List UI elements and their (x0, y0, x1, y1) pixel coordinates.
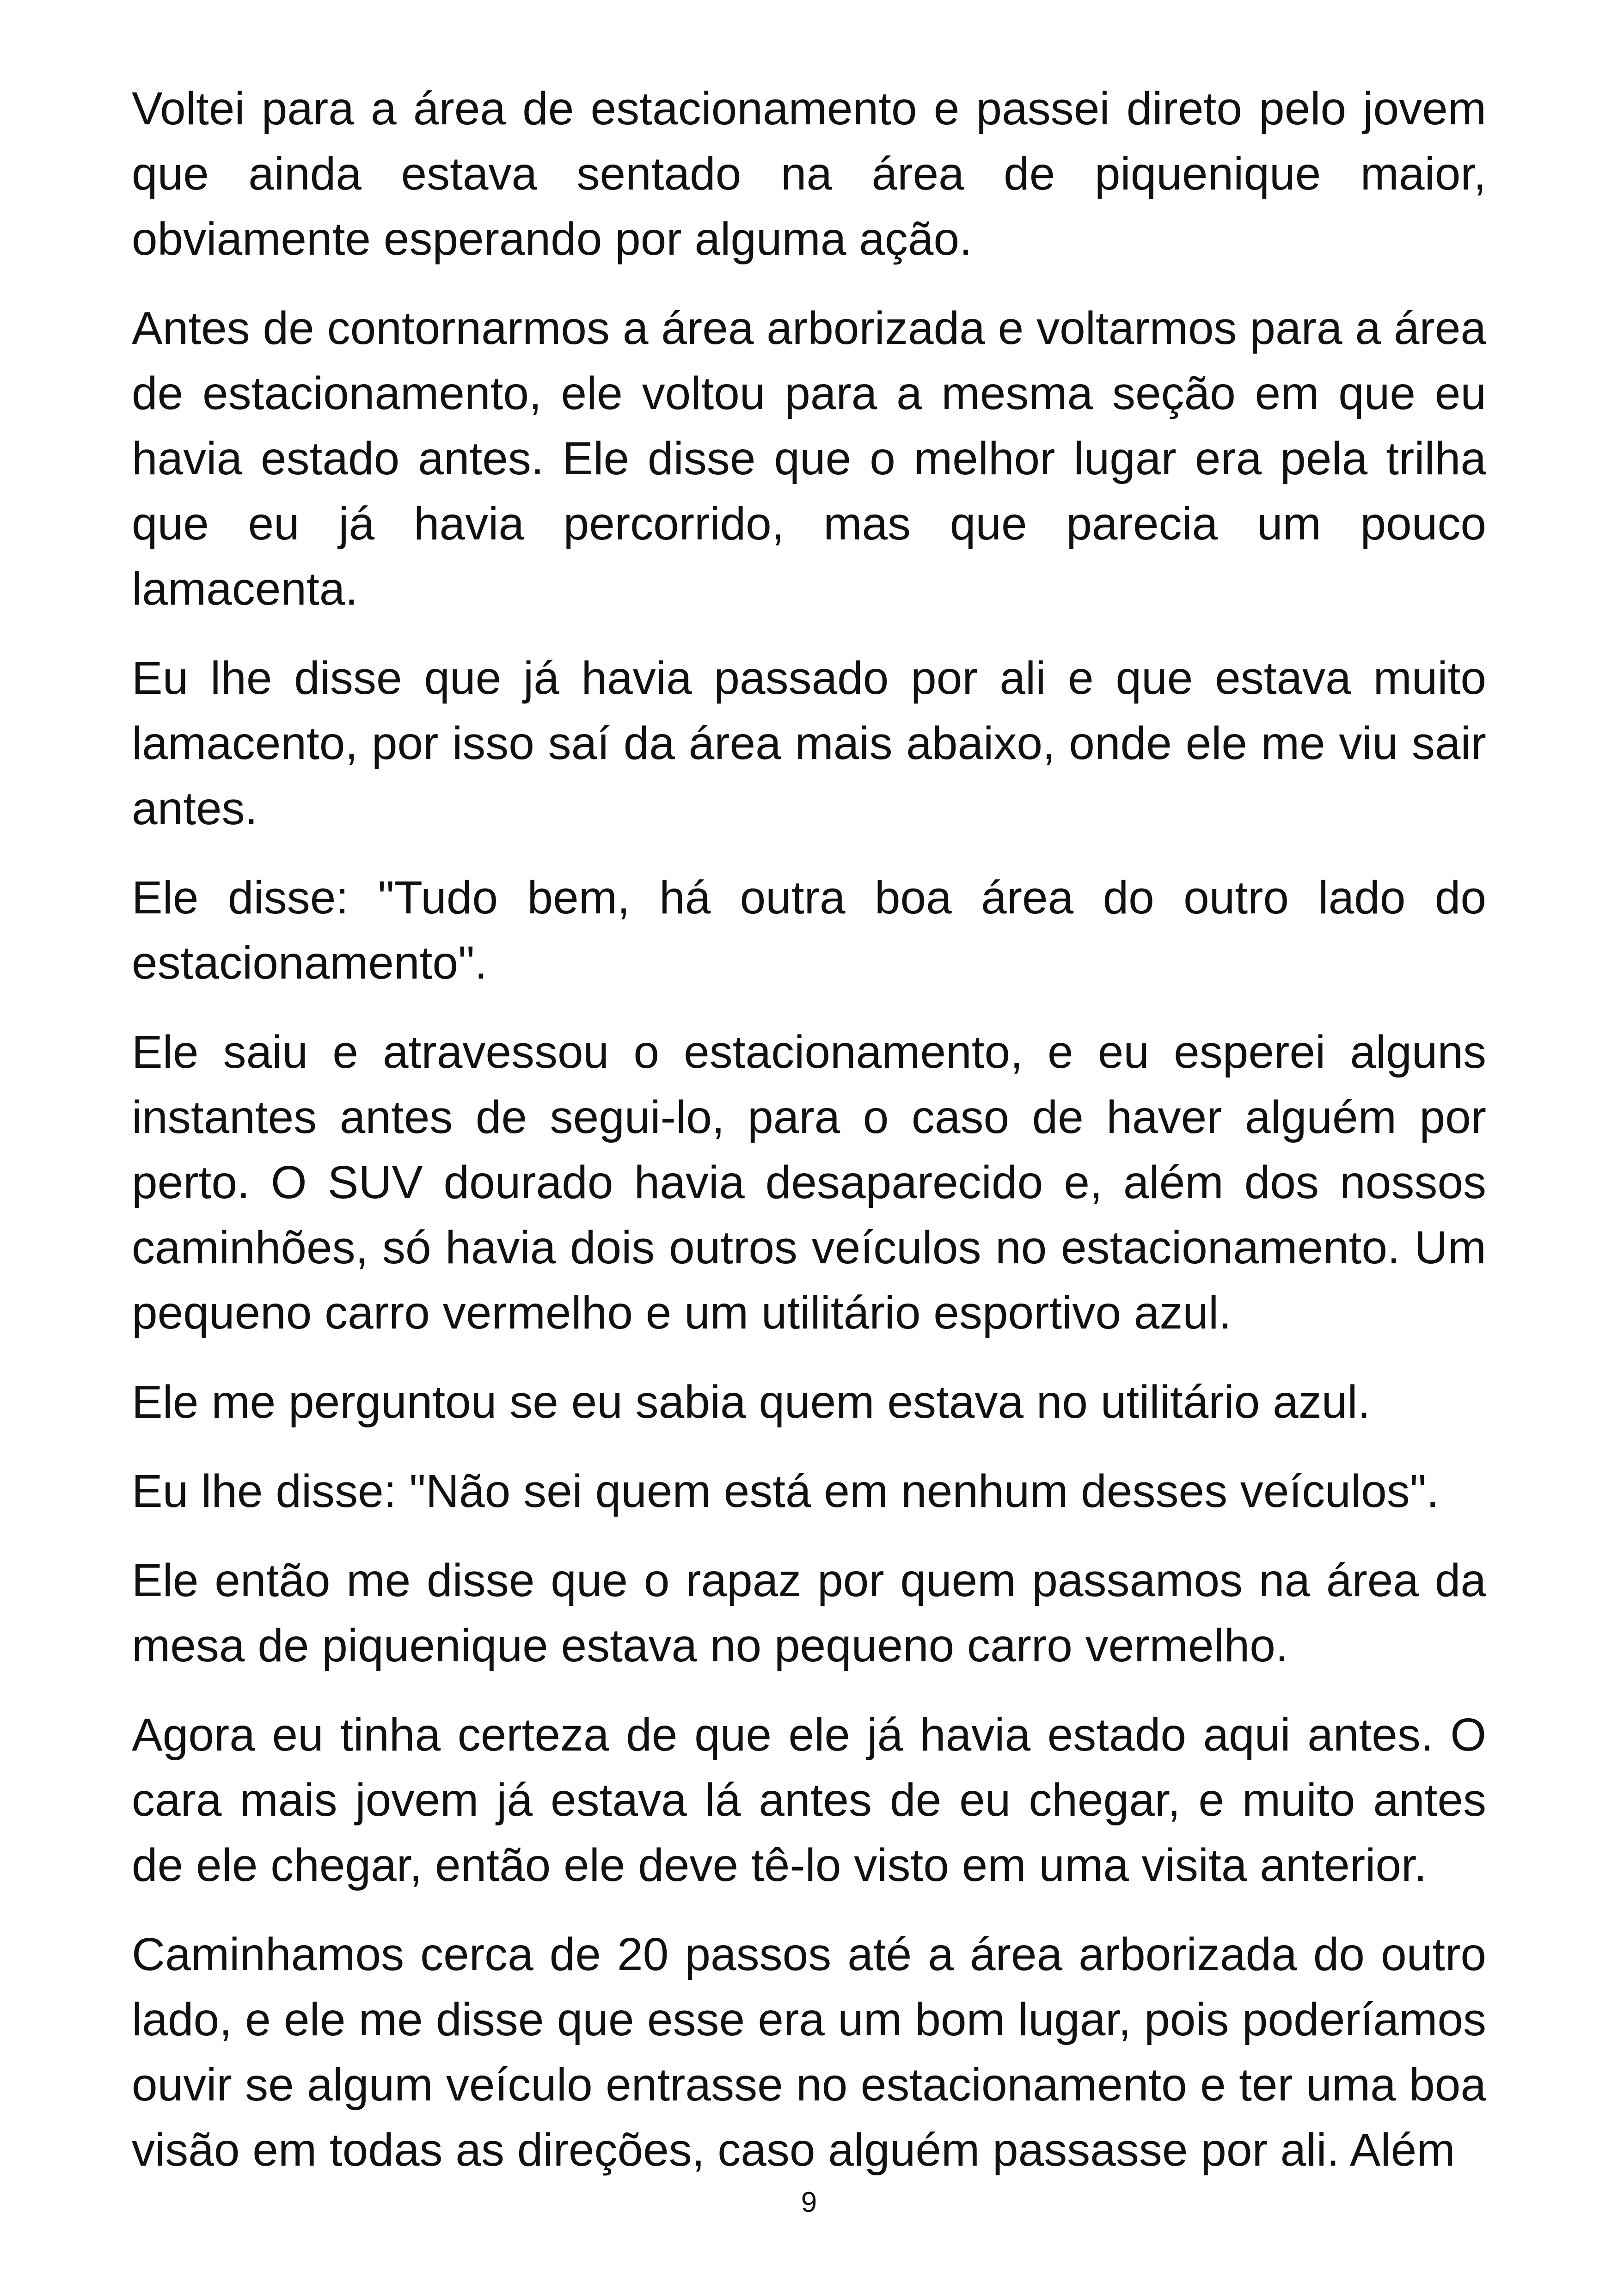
paragraph-2: Antes de contornarmos a área arborizada e voltarmos para a área de estacionamento, ele voltou para a mesma seção em que eu havia estado antes. Ele disse que o melhor lugar era pela trilha que eu já havia percorrido, mas que parecia um pouco lamacenta. (132, 302, 1486, 615)
paragraph-10: Caminhamos cerca de 20 passos até a área arborizada do outro lado, e ele me disse que esse era um bom lugar, pois poderíamos ouvir se algum veículo entrasse no estacionamento e ter uma boa visão em todas as direções, caso alguém passasse por ali. Além (132, 1929, 1486, 2176)
paragraph-5: Ele saiu e atravessou o estacionamento, e eu esperei alguns instantes antes de segui-lo, para o caso de haver alguém por perto. O SUV dourado havia desaparecido e, além dos nossos caminhões, só havia dois outros veículos no estacionamento. Um pequeno carro vermelho e um utilitário esportivo azul. (132, 1026, 1486, 1339)
page-number: 9 (801, 2186, 817, 2218)
paragraph-7: Eu lhe disse: "Não sei quem está em nenhum desses veículos". (132, 1465, 1440, 1517)
body-text (132, 76, 1486, 2207)
paragraph-4: Ele disse: "Tudo bem, há outra boa área do outro lado do estacionamento". (132, 872, 1486, 989)
paragraph-6: Ele me perguntou se eu sabia quem estava no utilitário azul. (132, 1376, 1371, 1428)
paragraph-9: Agora eu tinha certeza de que ele já havia estado aqui antes. O cara mais jovem já estava lá antes de eu chegar, e muito antes de ele chegar, então ele deve tê-lo visto em uma visita anterior. (132, 1709, 1486, 1891)
paragraph-8: Ele então me disse que o rapaz por quem passamos na área da mesa de piquenique estava no pequeno carro vermelho. (132, 1555, 1486, 1671)
paragraph-3: Eu lhe disse que já havia passado por ali e que estava muito lamacento, por isso saí da área mais abaixo, onde ele me viu sair antes. (132, 652, 1486, 834)
paragraph-1: Voltei para a área de estacionamento e passei direto pelo jovem que ainda estava sentado na área de piquenique maior, obviamente esperando por alguma ação. (132, 83, 1486, 265)
